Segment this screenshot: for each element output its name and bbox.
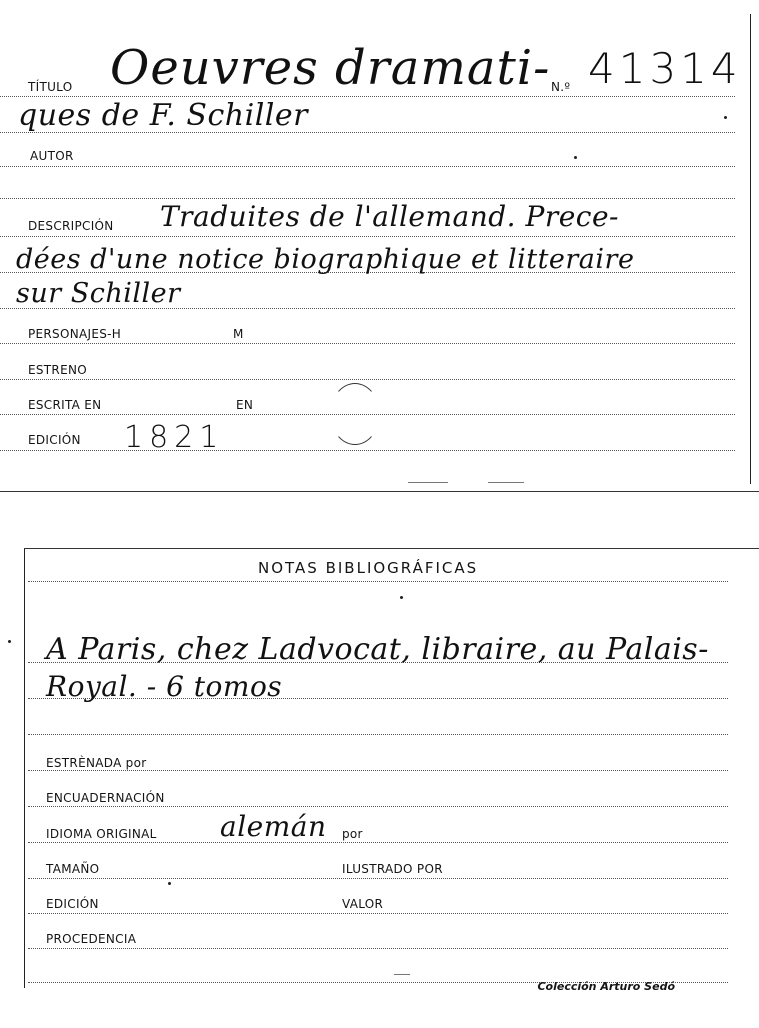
- idioma-value: alemán: [220, 810, 327, 843]
- notas-line2: Royal. - 6 tomos: [46, 670, 283, 703]
- escrita-label: ESCRITA EN: [28, 398, 102, 412]
- rule-line: [0, 236, 735, 237]
- titulo-handwritten-line2: ques de F. Schiller: [18, 98, 308, 133]
- valor-label: VALOR: [342, 897, 384, 911]
- ink-speck: [574, 156, 577, 159]
- rule-line: [28, 734, 728, 735]
- ink-speck: [8, 640, 11, 643]
- rule-line: [0, 198, 735, 199]
- por-label: por: [342, 827, 363, 841]
- card-bottom-border: [0, 491, 759, 492]
- scan-dash: [488, 482, 524, 483]
- ink-speck: [168, 882, 171, 885]
- escrita-en-label: EN: [236, 398, 254, 412]
- notas-line1: A Paris, chez Ladvocat, libraire, au Palais-: [46, 632, 709, 667]
- rule-line: [28, 806, 728, 807]
- numero-label: N.º: [551, 80, 571, 94]
- catalog-card-bottom: [0, 548, 759, 998]
- procedencia-label: PROCEDENCIA: [46, 932, 137, 946]
- tamano-label: TAMAÑO: [46, 862, 100, 876]
- ink-speck: [724, 116, 727, 119]
- ilustrado-label: ILUSTRADO POR: [342, 862, 443, 876]
- ink-speck: [400, 596, 403, 599]
- descripcion-line2: dées d'une notice biographique et litteraire: [16, 244, 635, 275]
- edicion-value: 1821: [124, 420, 225, 455]
- rule-line: [28, 581, 728, 582]
- descripcion-line3: sur Schiller: [16, 278, 181, 309]
- personajes-m-label: M: [233, 327, 244, 341]
- rule-line: [0, 450, 735, 451]
- edicion-label: EDICIÓN: [28, 433, 81, 447]
- scan-dash: [394, 974, 410, 975]
- rule-line: [28, 842, 728, 843]
- rule-line: [28, 878, 728, 879]
- rule-line: [28, 948, 728, 949]
- rule-line: [0, 343, 735, 344]
- rule-line: [28, 770, 728, 771]
- personajes-label: PERSONAJES-H: [28, 327, 122, 341]
- titulo-handwritten-line1: Oeuvres dramati-: [110, 40, 551, 96]
- rule-line: [0, 379, 735, 380]
- estrenada-label: ESTRÈNADA por: [46, 756, 147, 770]
- rule-line: [28, 913, 728, 914]
- catalog-card-top: [0, 0, 759, 495]
- descripcion-label: DESCRIPCIÓN: [28, 219, 114, 233]
- card-right-border: [750, 14, 751, 484]
- idioma-label: IDIOMA ORIGINAL: [46, 827, 157, 841]
- autor-label: AUTOR: [30, 149, 74, 163]
- collection-footer: Colección Arturo Sedó: [537, 980, 675, 993]
- card-left-border: [24, 548, 25, 988]
- punch-hole-mark: [330, 383, 380, 445]
- notas-title: NOTAS BIBLIOGRÁFICAS: [258, 559, 479, 577]
- titulo-label: TÍTULO: [28, 80, 73, 94]
- edicion-label-bottom: EDICIÓN: [46, 897, 99, 911]
- rule-line: [0, 96, 735, 97]
- scan-dash: [408, 482, 448, 483]
- descripcion-line1: Traduites de l'allemand. Prece-: [160, 200, 619, 233]
- card-top-border: [24, 548, 759, 549]
- numero-value: 41314: [588, 44, 742, 93]
- estreno-label: ESTRENO: [28, 363, 87, 377]
- encuadernacion-label: ENCUADERNACIÓN: [46, 791, 165, 805]
- rule-line: [0, 166, 735, 167]
